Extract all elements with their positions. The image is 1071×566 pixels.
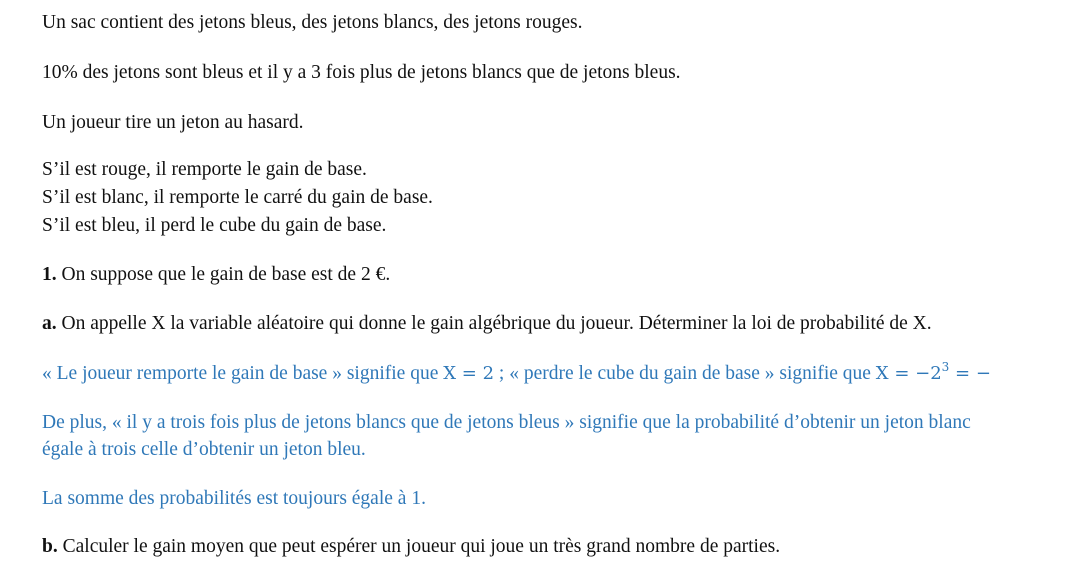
question-1b-letter: b. bbox=[42, 536, 58, 557]
question-1a-letter: a. bbox=[42, 313, 57, 334]
answer-line-1-part1: « Le joueur remporte le gain de base » signifie que bbox=[42, 363, 444, 384]
question-1b-text: Calculer le gain moyen que peut espérer un joueur qui joue un très grand nombre de parties. bbox=[57, 536, 781, 557]
question-1a-text: On appelle X la variable aléatoire qui donne le gain algébrique du joueur. Déterminer la loi de probabilité de X. bbox=[56, 313, 932, 334]
answer-math-base: X = −2 bbox=[875, 363, 942, 384]
answer-line-2a: De plus, « il y a trois fois plus de jetons blancs que de jetons bleus » signifie que la probabilité d’obtenir un jeton blanc bbox=[42, 412, 971, 433]
question-1b bbox=[42, 535, 780, 559]
answer-math-tail: = − bbox=[949, 363, 991, 384]
answer-line-1-part2: ; « perdre le cube du gain de base » signifie que bbox=[494, 363, 876, 384]
question-1a bbox=[42, 312, 932, 336]
answer-line-1 bbox=[42, 362, 991, 386]
question-1-text: On suppose que le gain de base est de 2 €. bbox=[56, 264, 391, 285]
question-1-number: 1. bbox=[42, 264, 57, 285]
answer-math-x-equals-minus-2-cubed bbox=[875, 360, 991, 384]
answer-line-2b: égale à trois celle d’obtenir un jeton bleu. bbox=[42, 439, 366, 460]
question-1 bbox=[42, 263, 390, 287]
intro-line-2: 10% des jetons sont bleus et il y a 3 fois plus de jetons blancs que de jetons bleus. bbox=[42, 62, 681, 83]
answer-math-x-equals-2: X = 2 bbox=[443, 363, 495, 384]
rule-white: S’il est blanc, il remporte le carré du gain de base. bbox=[42, 187, 433, 208]
rule-blue: S’il est bleu, il perd le cube du gain de base. bbox=[42, 215, 387, 236]
intro-line-1: Un sac contient des jetons bleus, des jetons blancs, des jetons rouges. bbox=[42, 12, 583, 33]
intro-line-3: Un joueur tire un jeton au hasard. bbox=[42, 112, 304, 133]
answer-math-exponent: 3 bbox=[941, 360, 950, 374]
rule-red: S’il est rouge, il remporte le gain de base. bbox=[42, 159, 367, 180]
answer-line-3: La somme des probabilités est toujours égale à 1. bbox=[42, 488, 426, 509]
